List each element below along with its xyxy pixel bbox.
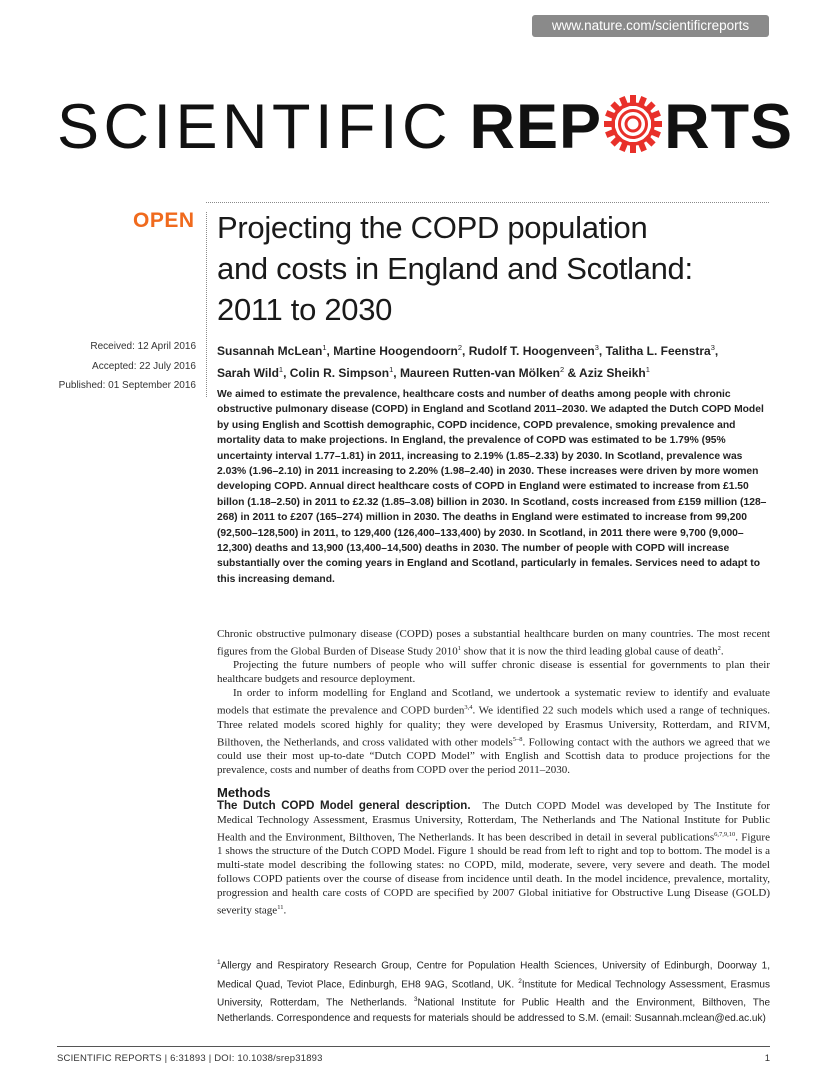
intro-text: . We identified 22 such models which used a range of techniques. Three related models scored highly for quality; they were developed by Erasmus University, Rotterdam, and RIVM, Bilthoven, the Netherlands, and cross validated with other models xyxy=(217,704,770,749)
open-access-label: OPEN xyxy=(133,209,195,232)
page-number: 1 xyxy=(764,1053,770,1064)
author-name[interactable]: Martine Hoogendoorn xyxy=(333,344,458,358)
masthead-light-text: SCIENTIFIC xyxy=(57,92,453,162)
author-separator: & xyxy=(564,365,580,380)
author-name[interactable]: Rudolf T. Hoogenveen xyxy=(468,344,595,358)
author-name[interactable]: Colin R. Simpson xyxy=(289,365,390,380)
author-name[interactable]: Susannah McLean xyxy=(217,344,323,358)
author-separator: , xyxy=(326,344,334,358)
methods-text: . xyxy=(283,904,287,917)
abstract: We aimed to estimate the prevalence, healthcare costs and number of deaths among people with chronic obstructive pulmonary disease (COPD) in England and Scotland 2011–2030. We adapted the Dutch COPD Model by using English and Scottish demographic, COPD incidence, COPD prevalence, smoking prevalence and mortality data to make projections. In England, the prevalence of COPD was estimated to be 1.79% (95% uncertainty interval 1.77–1.81) in 2011, increasing to 2.19% (1.85–2.33) by 2030. In Scotland, prevalence was 2.03% (1.96–2.10) in 2011 increasing to 2.20% (1.98–2.40) in 2030. These increases were driven by more women developing COPD. Annual direct healthcare costs of COPD in England were estimated to increase from £1.50 billon (1.18–2.50) in 2011 to £2.32 (1.85–3.08) billion in 2030. In Scotland, costs increased from £159 million (128–268) in 2011 to £207 (165–274) million in 2030. The deaths in England were estimated to increase from 99,200 (92,500–128,500) in 2011, to 129,400 (126,400–133,400) by 2030. In Scotland, in 2011 there were 9,700 (9,000–12,300) deaths and 13,900 (13,400–14,500) deaths in 2030. The number of people with COPD will increase substantially over the coming years in England and Scotland, particularly in females. Services need to adapt to this increasing demand. xyxy=(217,389,767,585)
intro-text: Chronic obstructive pulmonary disease (COPD) poses a substantial healthcare burden on many countries. The most recent figures from the Global Burden of Disease Study 2010 xyxy=(217,628,770,658)
author-affiliation-ref: 1 xyxy=(278,364,284,374)
methods-paragraph xyxy=(217,800,770,919)
author-separator: , xyxy=(393,365,400,380)
author-separator: , xyxy=(283,365,290,380)
affiliation-text: Institute for Medical Technology Assessment, Erasmus University, Rotterdam, The Netherlands. xyxy=(217,978,770,1009)
intro-text: In order to inform modelling for England and Scotland, we undertook a systematic review to identify and evaluate models that estimate the prevalence and COPD burden xyxy=(217,687,770,717)
author-list xyxy=(217,339,777,382)
article-title xyxy=(217,207,777,330)
affiliation-number: 2 xyxy=(518,977,522,985)
received-date: Received: 12 April 2016 xyxy=(90,341,196,352)
citation-ref[interactable]: 3,4 xyxy=(464,704,473,712)
author-name[interactable]: Maureen Rutten-van Mölken xyxy=(399,365,560,380)
author-affiliation-ref: 2 xyxy=(457,343,463,352)
citation-ref[interactable]: 5–8 xyxy=(512,735,523,743)
author-name[interactable]: Aziz Sheikh xyxy=(579,365,646,380)
title-vertical-divider xyxy=(206,212,207,397)
citation-ref[interactable]: 2 xyxy=(717,644,721,652)
intro-paragraph-2: Projecting the future numbers of people who will suffer chronic disease is essential for governments to plan their healthcare budgets and resource deployment. xyxy=(217,659,770,686)
affiliations xyxy=(217,955,770,1026)
author-name[interactable]: Sarah Wild xyxy=(217,365,279,380)
citation-ref[interactable]: 1 xyxy=(457,644,461,652)
masthead-bold-text-1: REP xyxy=(469,92,603,162)
methods-text: . Figure 1 shows the structure of the Dutch COPD Model. Figure 1 should be read from left to right and top to bottom. The model is a multi-state model describing the following states: no COPD, mild, moderate, severe, very severe and death. The model follows COPD patients over the course of disease from incidence until death. In the model incidence, prevalence, mortality, progression and health care costs of COPD are specified by 2007 Global initiative for Obstructive Lung Disease (GOLD) severity stage xyxy=(217,831,770,917)
author-affiliation-ref: 1 xyxy=(389,364,394,374)
intro-paragraph-1 xyxy=(217,628,770,659)
gear-logo-icon xyxy=(603,94,663,168)
title-divider xyxy=(206,202,769,203)
citation-ref[interactable]: 11 xyxy=(277,904,284,912)
citation-ref[interactable]: 6,7,9,10 xyxy=(714,830,736,838)
footer-divider xyxy=(57,1046,770,1047)
author-affiliation-ref: 3 xyxy=(594,343,599,352)
affiliation-text: Allergy and Respiratory Research Group, Centre for Population Health Sciences, University of Edinburgh, Doorway 1, Medical Quad, Teviot Place, Edinburgh, EH8 9AG, Scotland, UK. xyxy=(217,960,770,990)
author-affiliation-ref: 1 xyxy=(645,364,650,374)
author-separator: , xyxy=(714,344,719,358)
methods-subheading: The Dutch COPD Model general description. xyxy=(217,800,471,813)
affiliation-number: 1 xyxy=(217,959,221,966)
intro-text: . xyxy=(720,645,724,658)
title-line: and costs in England and Scotland: xyxy=(217,251,693,286)
author-separator: , xyxy=(462,344,469,358)
masthead-bold-text-2: RTS xyxy=(664,92,794,162)
accepted-date: Accepted: 22 July 2016 xyxy=(92,360,196,372)
methods-heading: Methods xyxy=(217,785,271,801)
footer-citation: SCIENTIFIC REPORTS | 6:31893 | DOI: 10.1038/srep31893 xyxy=(57,1053,323,1064)
journal-url-link[interactable]: www.nature.com/scientificreports xyxy=(532,15,769,37)
published-date: Published: 01 September 2016 xyxy=(58,380,196,391)
author-affiliation-ref: 1 xyxy=(322,343,327,352)
author-separator: , xyxy=(598,344,606,358)
affiliation-number: 3 xyxy=(413,996,418,1004)
author-affiliation-ref: 2 xyxy=(559,364,565,374)
methods-text: The Dutch COPD Model was developed by The Institute for Medical Technology Assessment, Erasmus University, Rotterdam, The Netherlands and The National Institute for Public Health and the Environment, Bilthoven, The Netherlands. It has been described in detail in several publications xyxy=(217,800,771,844)
intro-text: . Following contact with the authors we agreed that we could use their most up-to-date “Dutch COPD Model” with English and Scottish data to produce projections for the prevalence, costs and number of deaths from COPD over the period 2011–2030. xyxy=(217,736,770,777)
article-body xyxy=(217,628,770,919)
intro-paragraph-3 xyxy=(217,687,770,778)
article-dates xyxy=(30,337,196,396)
intro-text: show that it is now the third leading global cause of death xyxy=(460,645,718,658)
title-line: 2011 to 2030 xyxy=(217,292,393,327)
affiliation-text: National Institute for Public Health and the Environment, Bilthoven, The Netherlands. Correspondence and requests for materials should be addressed to S.M. (email: Susannah.mclean@ed.ac.uk) xyxy=(217,997,771,1024)
author-name[interactable]: Talitha L. Feenstra xyxy=(605,344,711,358)
journal-masthead xyxy=(57,92,794,182)
title-line: Projecting the COPD population xyxy=(217,210,648,245)
author-affiliation-ref: 3 xyxy=(710,343,715,352)
